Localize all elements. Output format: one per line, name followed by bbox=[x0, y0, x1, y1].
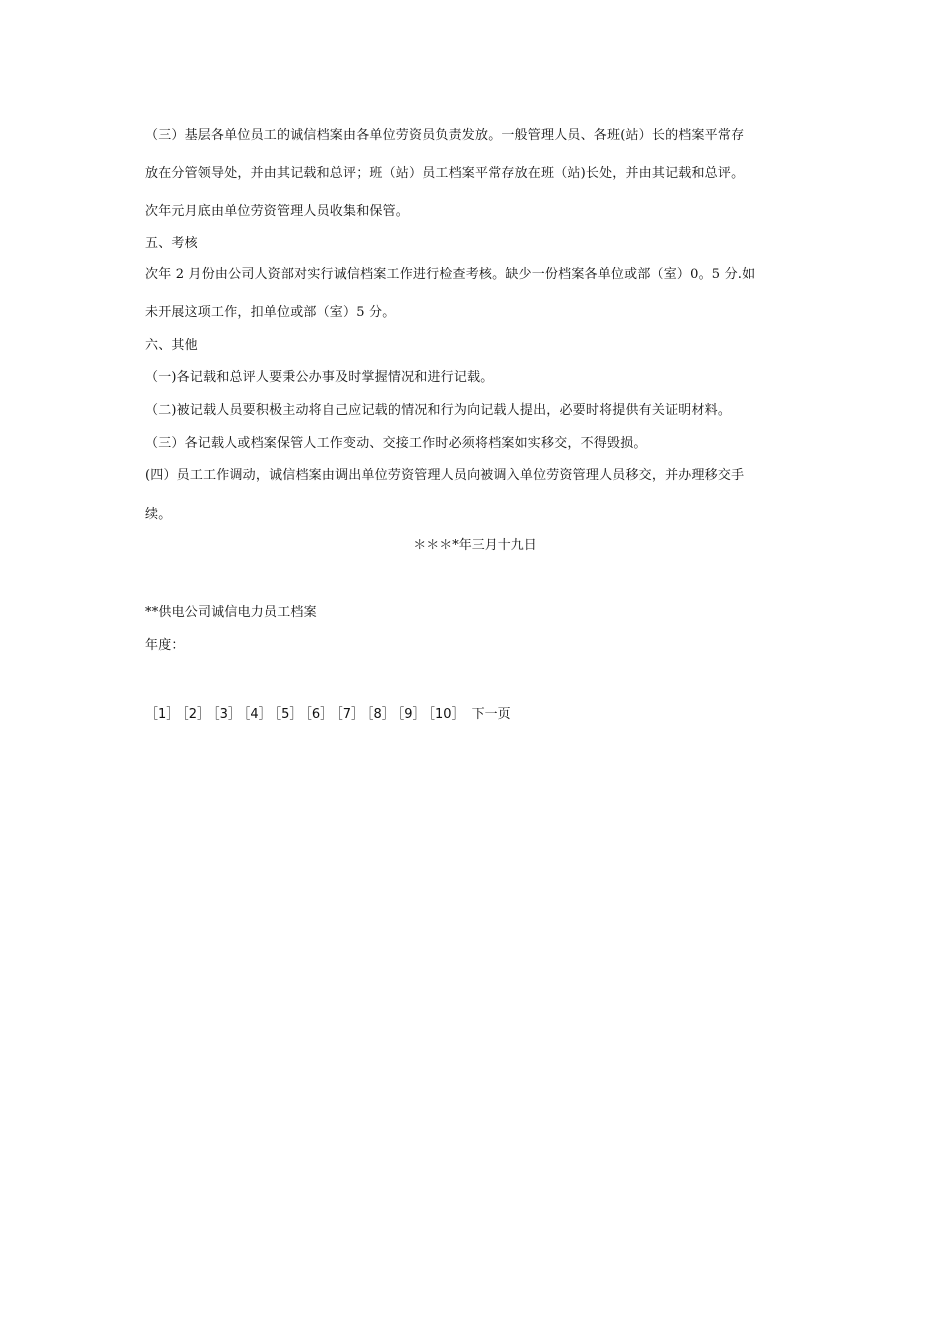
page-link-7[interactable]: ［7］ bbox=[336, 707, 364, 722]
pagination bbox=[145, 706, 514, 724]
year-label: 年度： bbox=[145, 638, 185, 653]
archive-title: **供电公司诚信电力员工档案 bbox=[145, 605, 317, 620]
page-link-1[interactable]: ［1］ bbox=[145, 707, 180, 722]
section-heading-assessment: 五、考核 bbox=[145, 236, 198, 251]
date-line: ＊＊＊*年三月十九日 bbox=[413, 538, 537, 553]
paragraph-line: （三）各记载人或档案保管人工作变动、交接工作时必须将档案如实移交，不得毁损。 bbox=[145, 436, 647, 451]
paragraph-line: 放在分管领导处，并由其记载和总评；班（站）员工档案平常存放在班（站)长处，并由其记载和总评。 bbox=[145, 166, 745, 181]
page-link-10[interactable]: ［10］ bbox=[428, 707, 465, 722]
paragraph-line: 次年 2 月份由公司人资部对实行诚信档案工作进行检查考核。缺少一份档案各单位或部（室）0。5 分.如 bbox=[145, 267, 756, 282]
page-link-5[interactable]: ［5］ bbox=[274, 707, 303, 722]
section-heading-other: 六、其他 bbox=[145, 338, 198, 353]
page-link-6[interactable]: ［6］ bbox=[305, 707, 334, 722]
paragraph-line: (四）员工工作调动，诚信档案由调出单位劳资管理人员向被调入单位劳资管理人员移交，并办理移交手 bbox=[145, 468, 745, 483]
paragraph-line: （一)各记载和总评人要秉公办事及时掌握情况和进行记载。 bbox=[145, 370, 494, 385]
paragraph-line: （三）基层各单位员工的诚信档案由各单位劳资员负责发放。一般管理人员、各班(站）长的档案平常存 bbox=[145, 128, 745, 143]
next-page-link[interactable]: 下一页 bbox=[471, 707, 511, 722]
paragraph-line: 未开展这项工作，扣单位或部（室）5 分。 bbox=[145, 305, 396, 320]
paragraph-line: 续。 bbox=[145, 507, 172, 522]
page-link-4[interactable]: ［4］ bbox=[243, 707, 272, 722]
paragraph-line: 次年元月底由单位劳资管理人员收集和保管。 bbox=[145, 204, 410, 219]
page-link-8[interactable]: ［8］ bbox=[366, 707, 395, 722]
page-link-2[interactable]: ［2］ bbox=[182, 707, 211, 722]
page-link-9[interactable]: ［9］ bbox=[397, 707, 426, 722]
page-link-3[interactable]: ［3］ bbox=[213, 707, 241, 722]
paragraph-line: （二)被记载人员要积极主动将自己应记载的情况和行为向记载人提出，必要时将提供有关证明材料。 bbox=[145, 403, 732, 418]
